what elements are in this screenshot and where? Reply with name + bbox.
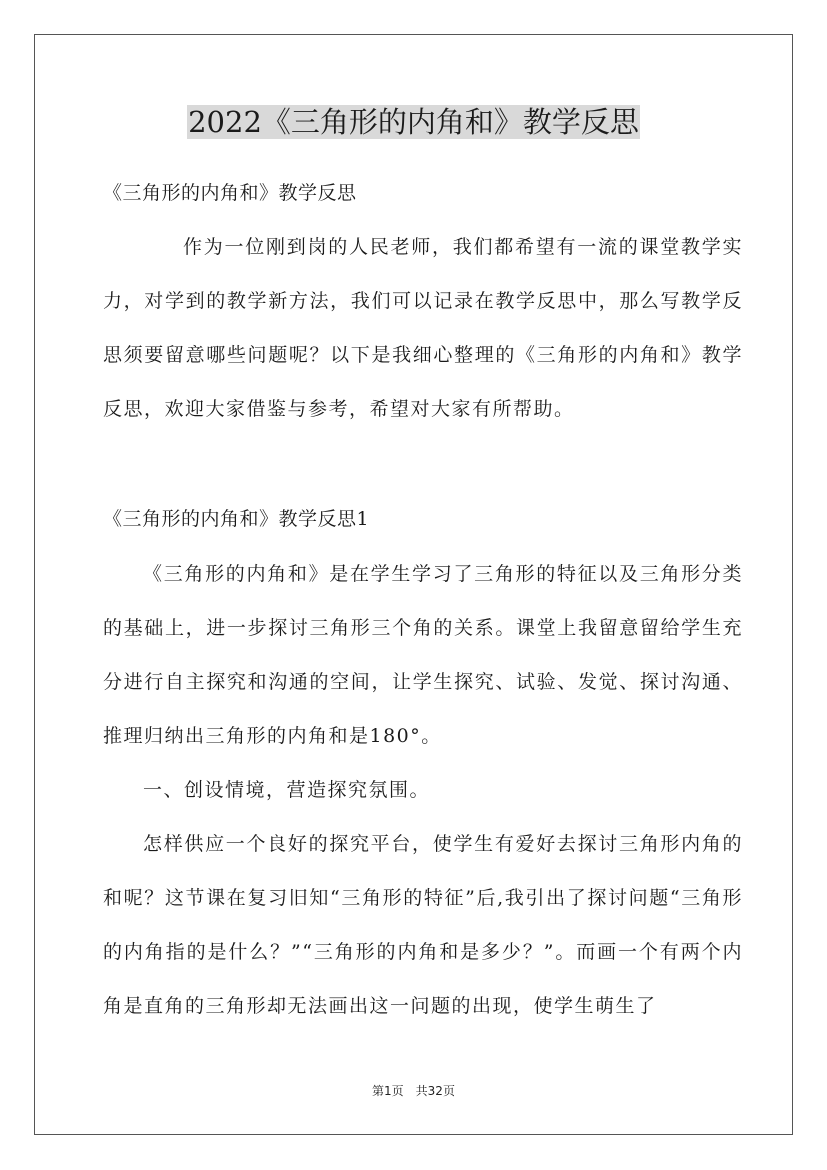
page-total: 共32页 [415,1084,455,1098]
point-heading-1: 一、创设情境，营造探究氛围。 [143,779,431,801]
body-paragraph-2: 怎样供应一个良好的探究平台，使学生有爱好去探讨三角形内角的和呢？这节课在复习旧知“三角形的特征”后,我引出了探讨问题“三角形的内角指的是什么？”“三角形的内角和是多少？”。而画一个有两个内角是直角的三角形却无法画出这一问题的出现，使学生萌生了 [103,833,743,1017]
intro-paragraph: 作为一位刚到岗的人民老师，我们都希望有一流的课堂教学实力，对学到的教学新方法，我们可以记录在教学反思中，那么写教学反思须要留意哪些问题呢？以下是我细心整理的《三角形的内角和》教学反思，欢迎大家借鉴与参考，希望对大家有所帮助。 [103,236,743,420]
document-title-text: 2022《三角形的内角和》教学反思 [188,105,639,139]
section-heading-1: 《三角形的内角和》教学反思1 [103,508,370,530]
page-number: 第1页 [372,1084,404,1098]
document-subtitle: 《三角形的内角和》教学反思 [103,182,357,204]
document-title [0,102,827,142]
page-footer [0,1082,827,1099]
body-paragraph-1: 《三角形的内角和》是在学生学习了三角形的特征以及三角形分类的基础上，进一步探讨三角形三个角的关系。课堂上我留意留给学生充分进行自主探究和沟通的空间，让学生探究、试验、发觉、探讨沟通、推理归纳出三角形的内角和是180°。 [103,563,743,747]
